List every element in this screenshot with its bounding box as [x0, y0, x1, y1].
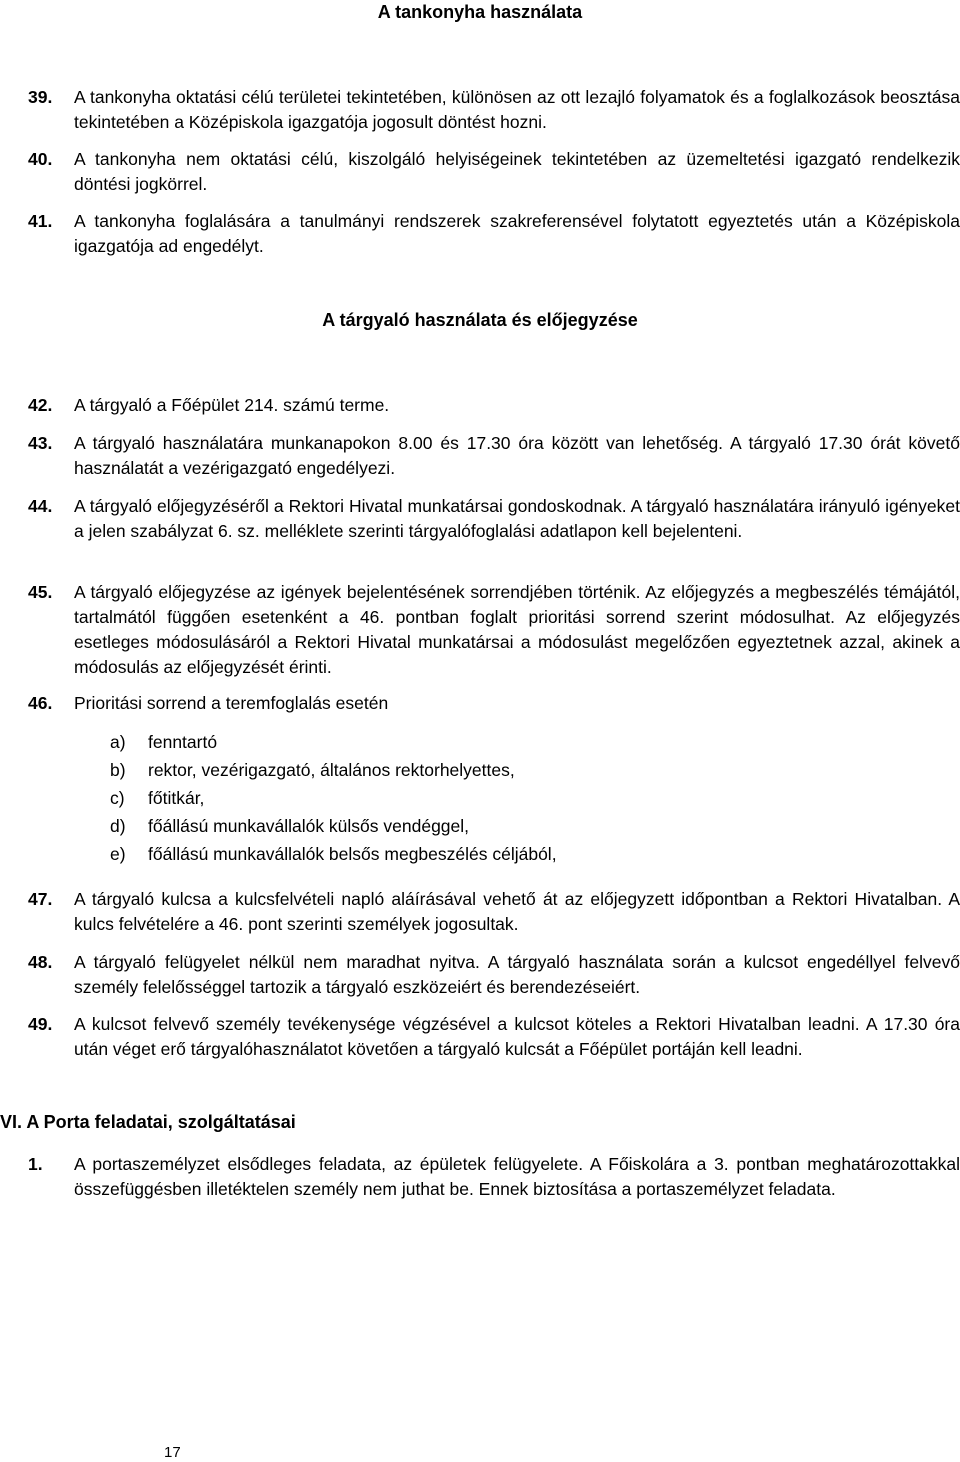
list-item — [110, 784, 930, 812]
heading-tankonyha: A tankonyha használata — [377, 2, 583, 22]
paragraph-text: A tárgyaló kulcsa a kulcsfelvételi napló aláírásával vehető át az előjegyzett időpontban a Rektori Hivatalban. A kulcs felvételére a 46. pont szerinti személyek jogosultak. — [74, 889, 960, 934]
paragraph-number: 49. — [28, 1014, 53, 1034]
paragraph-number: 40. — [28, 149, 53, 169]
priority-list — [110, 728, 930, 868]
paragraph-text: A kulcsot felvevő személy tevékenysége végzésével a kulcsot köteles a Rektori Hivatalban leadni. A 17.30 óra után véget erő tárgyalóhasználatot követően a tárgyaló kulcsát a Főépület portáján kell leadni. — [74, 1014, 960, 1059]
paragraph-number: 46. — [28, 693, 53, 713]
paragraph-text: A portaszemélyzet elsődleges feladata, az épületek felügyelete. A Főiskolára a 3. pontban meghatározottakkal összefüggésben illetéktelen személy nem juthat be. Ennek biztosítása a portaszemélyzet feladata. — [74, 1154, 960, 1199]
paragraph-39 — [28, 85, 960, 135]
paragraph-text: A tankonyha nem oktatási célú, kiszolgáló helyiségeinek tekintetében az üzemeltetési igazgató rendelkezik döntési jogkörrel. — [74, 149, 960, 194]
list-item — [110, 840, 930, 868]
paragraph-number: 47. — [28, 889, 53, 909]
paragraph-text: A tárgyaló felügyelet nélkül nem maradhat nyitva. A tárgyaló használata során a kulcsot engedéllyel felvevő személy felelősséggel tartozik a tárgyaló eszközeiért és berendezéseiért. — [74, 952, 960, 997]
heading-porta: VI. A Porta feladatai, szolgáltatásai — [0, 1112, 296, 1132]
list-item-letter: a) — [110, 732, 126, 752]
list-item-text: fenntartó — [148, 732, 218, 752]
list-item-text: főtitkár, — [148, 788, 205, 808]
list-item-text: rektor, vezérigazgató, általános rektorhelyettes, — [148, 760, 515, 780]
paragraph-text: Prioritási sorrend a teremfoglalás esetén — [74, 693, 389, 713]
heading-targyalo: A tárgyaló használata és előjegyzése — [322, 310, 638, 330]
paragraph-47 — [28, 887, 960, 937]
paragraph-text: A tárgyaló a Főépület 214. számú terme. — [74, 395, 390, 415]
paragraph-number: 45. — [28, 582, 53, 602]
paragraph-porta-1 — [28, 1152, 960, 1202]
paragraph-number: 44. — [28, 496, 53, 516]
paragraph-number: 41. — [28, 211, 53, 231]
paragraph-48 — [28, 950, 960, 1000]
list-item-letter: d) — [110, 816, 126, 836]
paragraph-text: A tankonyha foglalására a tanulmányi rendszerek szakreferensével folytatott egyeztetés után a Középiskola igazgatója ad engedélyt. — [74, 211, 960, 256]
paragraph-45 — [28, 580, 960, 680]
list-item — [110, 756, 930, 784]
paragraph-text: A tárgyaló előjegyzése az igények bejelentésének sorrendjében történik. Az előjegyzés a megbeszélés témájától, tartalmától függően esetenként a 46. pontban foglalt prioritási sorrend szerint módosulhat. Az előjegyzés esetleges módosulásáról a Rektori Hivatal munkatársai a módosulást megelőzően egyeztetnek azzal, akinek a módosulás az előjegyzését érinti. — [74, 582, 960, 677]
paragraph-40 — [28, 147, 960, 197]
paragraph-41 — [28, 209, 960, 259]
page-number: 17 — [164, 1444, 181, 1461]
paragraph-46 — [28, 691, 960, 716]
list-item-letter: c) — [110, 788, 125, 808]
paragraph-42 — [28, 393, 960, 418]
list-item-text: főállású munkavállalók külsős vendéggel, — [148, 816, 470, 836]
paragraph-49 — [28, 1012, 960, 1062]
paragraph-43 — [28, 431, 960, 481]
list-item-text: főállású munkavállalók belsős megbeszélés céljából, — [148, 844, 557, 864]
list-item — [110, 728, 930, 756]
paragraph-number: 42. — [28, 395, 53, 415]
paragraph-text: A tárgyaló használatára munkanapokon 8.00 és 17.30 óra között van lehetőség. A tárgyaló 17.30 órát követő használatát a vezérigazgató engedélyezi. — [74, 433, 960, 478]
paragraph-44 — [28, 494, 960, 544]
paragraph-text: A tárgyaló előjegyzéséről a Rektori Hivatal munkatársai gondoskodnak. A tárgyaló használatára irányuló igényeket a jelen szabályzat 6. sz. melléklete szerinti tárgyalófoglalási adatlapon kell bejelenteni. — [74, 496, 960, 541]
list-item-letter: e) — [110, 844, 126, 864]
paragraph-number: 39. — [28, 87, 53, 107]
list-item — [110, 812, 930, 840]
paragraph-number: 48. — [28, 952, 53, 972]
paragraph-number: 43. — [28, 433, 53, 453]
paragraph-number: 1. — [28, 1154, 43, 1174]
paragraph-text: A tankonyha oktatási célú területei tekintetében, különösen az ott lezajló folyamatok és a foglalkozások beosztása tekintetében a Középiskola igazgatója jogosult döntést hozni. — [74, 87, 960, 132]
list-item-letter: b) — [110, 760, 126, 780]
